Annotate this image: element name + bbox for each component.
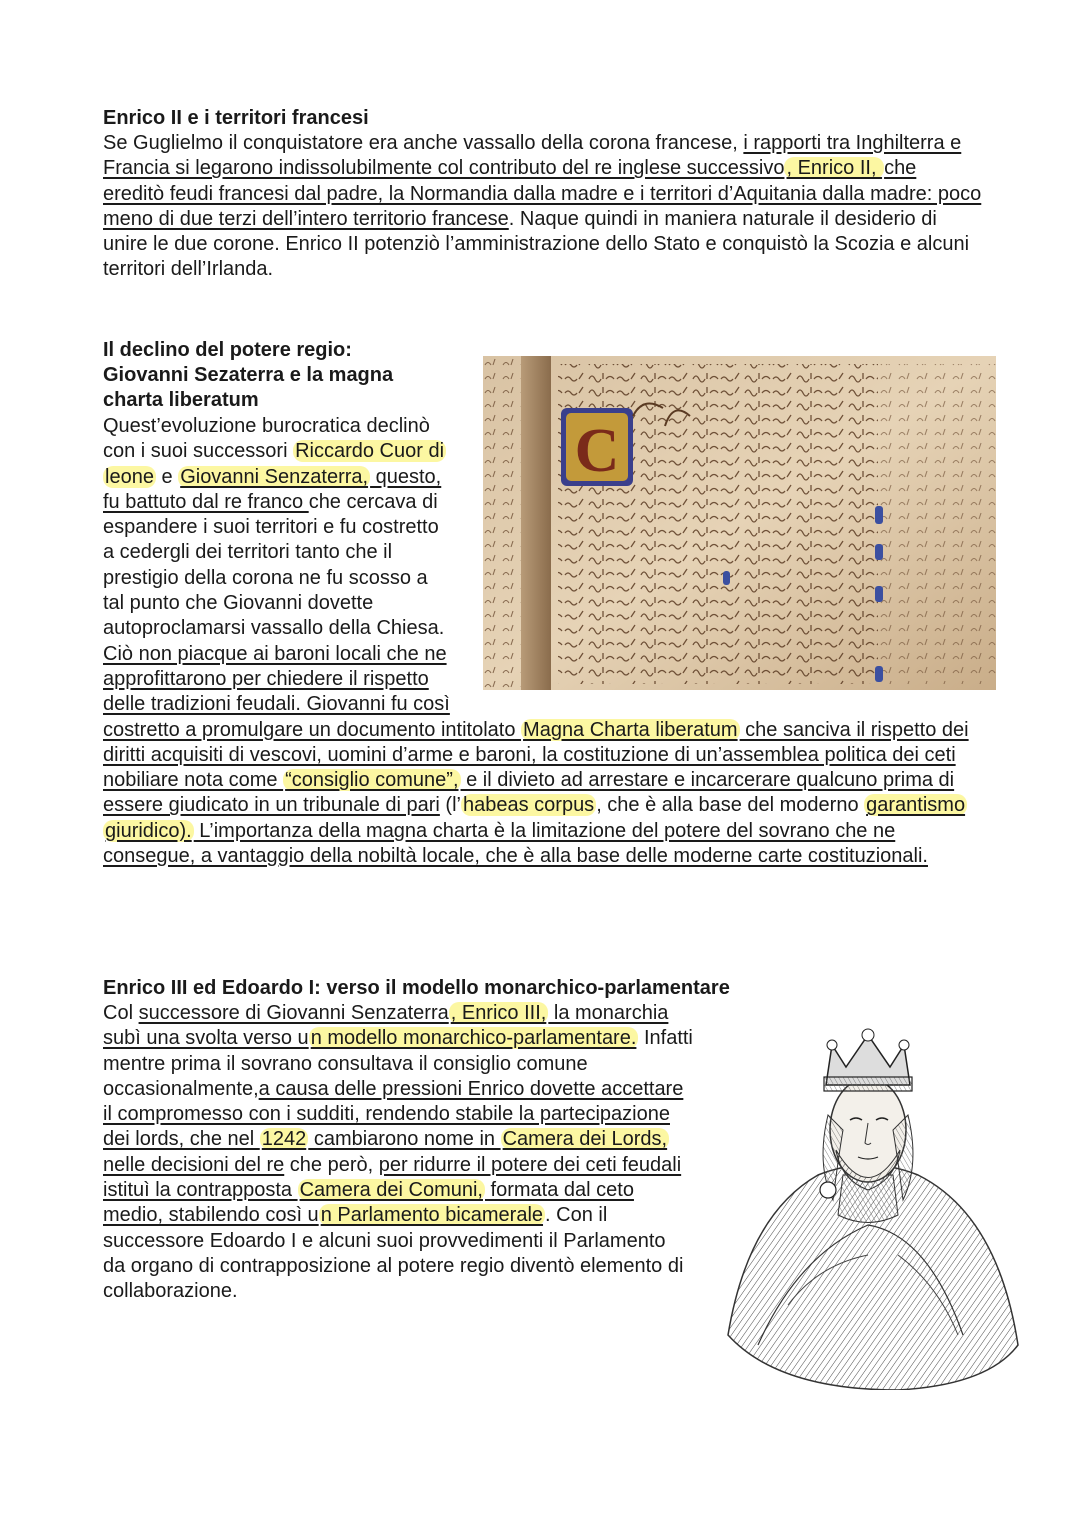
king-portrait-image [718,1005,1023,1390]
underlined-text: questo, fu battuto dal re franco [103,465,442,513]
text-span: che cercava di espandere i suoi territori e fu costretto a cedergli dei territori tanto che il prestigio della corona ne fu scosso a tal punto che Giovanni dovette autoproclamarsi vassallo della Chiesa. [103,490,445,640]
highlighted-text: Magna Charta liberatum [523,718,738,741]
highlighted-text: 1242 [261,1128,307,1151]
underlined-text: formata dal ceto medio, stabilendo così u [103,1179,634,1227]
title-line: Il declino del potere regio: [103,339,352,361]
underlined-text: la monarchia subì una svolta verso u [103,1002,669,1050]
highlighted-text: Camera dei Comuni, [299,1179,483,1202]
underlined-text: cambiarono nome in [308,1128,501,1151]
section-paragraph-declino [103,414,983,869]
section-paragraph-enrico-ii [103,131,983,283]
underlined-text: Ciò non piacque ai baroni locali che ne approfittarono per chiedere il rispetto delle tradizioni feudali. Giovanni fu così costretto a promulgare un documento intitolato [103,642,522,741]
highlighted-text: “consiglio comune”, [285,769,459,792]
image-spacer [450,414,983,693]
svg-text:C: C [574,417,620,485]
text-span: . Naque quindi in maniera naturale il desiderio di unire le due corone. Enrico II potenziò l’amministrazione dello Stato e conquistò la Scozia e alcuni territori dell’Irlanda. [103,207,970,281]
highlighted-text: Riccardo Cuor di leone [105,440,445,488]
text-span: Se Guglielmo il conquistatore era anche vassallo della corona francese, [103,132,744,154]
highlighted-text: n Parlamento bicamerale [320,1204,544,1227]
highlighted-text: , Enrico III, [450,1002,547,1024]
highlighted-text: , Enrico II, [786,157,883,180]
section-title-declino [103,338,393,413]
text-span: e [155,465,179,488]
underlined-text: successore di Giovanni Senzaterra [138,1002,449,1024]
text-span: Infatti mentre prima il sovrano consultava il consiglio comune occasionalmente, [103,1027,693,1100]
underlined-text: per ridurre il potere dei ceti feudali istituì la contrapposta [103,1153,682,1202]
underlined-text: nelle decisioni del re [103,1153,285,1176]
underlined-text: che sanciva il rispetto dei diritti acquisiti di vescovi, uomini d’arme e baroni, la costituzione di un’assemblea politica dei ceti nobiliare nota come [103,718,969,792]
text-span: che però, [284,1153,379,1176]
underlined-text: i rapporti tra Inghilterra e Francia si legarono indissolubilmente col contributo del re inglese successivo [103,132,962,180]
text-span: Quest’evoluzione burocratica declinò con i suoi successori [103,415,430,463]
title-line: Giovanni Sezaterra e la magna [103,364,394,386]
underlined-text: a causa delle pressioni Enrico dovette accettare il compromesso con i sudditi, rendendo stabile la partecipazione dei lords, che nel [103,1077,684,1151]
highlighted-text: n modello monarchico-parlamentare. [310,1027,637,1050]
section-paragraph-enrico-iii [103,1001,693,1305]
text-span: (l’ [439,794,461,817]
underlined-text: e il divieto ad arrestare e incarcerare qualcuno prima di essere giudicato in un tribunale di pari [103,769,955,817]
text-span: Col [103,1002,139,1024]
section-title-enrico-ii: Enrico II e i territori francesi [103,107,369,129]
section-title-enrico-iii: Enrico III ed Edoardo I: verso il modello monarchico-parlamentare [103,977,730,999]
underlined-text: che ereditò feudi francesi dal padre, la Normandia dalla madre e i territori d’Aquitania dalla madre: poco meno di due terzi dell’intero territorio francese [103,157,982,230]
title-line: charta liberatum [103,389,259,411]
text-span: . Con il successore Edoardo I e alcuni suoi provvedimenti il Parlamento da organo di contrapposizione al potere regio diventò elemento di collaborazione. [103,1204,684,1303]
text-span: , che è alla base del moderno [596,794,865,817]
highlighted-text: habeas corpus [462,794,595,817]
highlighted-text: garantismo giuridico). [105,794,966,842]
underlined-text: L’importanza della magna charta è la limitazione del potere del sovrano che ne consegue, a vantaggio della nobiltà locale, che è alla base delle moderne carte costituzionali. [103,819,928,868]
highlighted-text: Giovanni Senzaterra, [180,465,369,488]
highlighted-text: Camera dei Lords, [502,1128,668,1151]
